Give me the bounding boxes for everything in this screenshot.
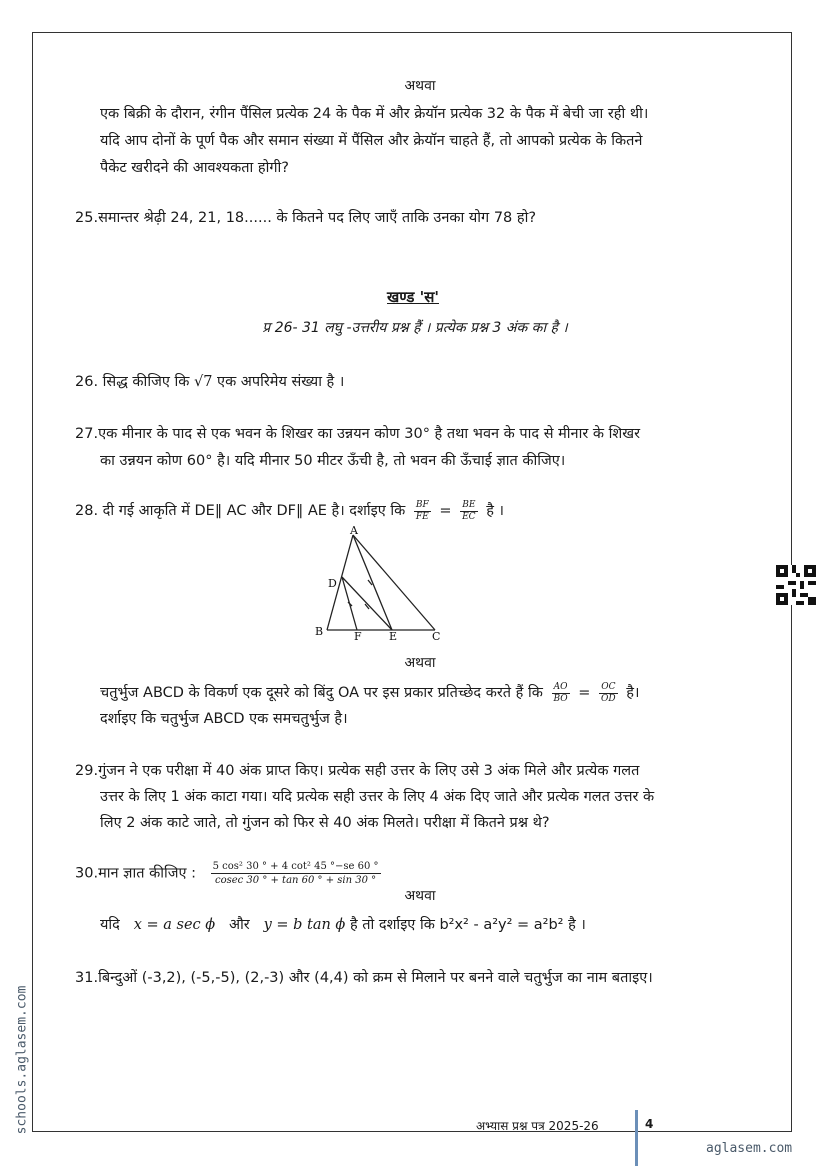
qr-code-icon bbox=[776, 565, 816, 605]
watermark-right: aglasem.com bbox=[706, 1141, 793, 1156]
trig-fraction bbox=[211, 860, 381, 887]
fraction-numerator: 5 cos² 30 ° + 4 cot² 45 °−se 60 ° bbox=[212, 861, 379, 872]
footer-divider bbox=[635, 1110, 638, 1166]
section-title: खण्ड 'स' bbox=[387, 288, 439, 306]
question-number: 30. bbox=[75, 865, 99, 882]
question-31 bbox=[75, 965, 653, 991]
question-29-cont: लिए 2 अंक काटे जाते, तो गुंजन को फिर से 40 अंक मिलते। परीक्षा में कितने प्रश्न थे? bbox=[100, 815, 550, 831]
question-number: 27. bbox=[75, 426, 99, 442]
question-text: समान्तर श्रेढ़ी 24, 21, 18...... के कितने पद लिए जाएँ ताकि उनका योग 78 हो? bbox=[98, 210, 537, 226]
question-29-cont: उत्तर के लिए 1 अंक काटा गया। यदि प्रत्येक सही उत्तर के लिए 4 अंक दिए जाते और प्रत्येक गलत उत्तर के bbox=[100, 789, 655, 805]
fraction-denominator: FE bbox=[415, 511, 429, 522]
q30-or-line bbox=[100, 912, 586, 938]
question-text: है। bbox=[626, 685, 640, 701]
question-number: 28. bbox=[75, 503, 99, 519]
q24-or-line: पैकेट खरीदने की आवश्यकता होगी? bbox=[100, 160, 289, 176]
q28-or-line: दर्शाइए कि चतुर्भुज ABCD एक समचतुर्भुज है। bbox=[100, 711, 348, 727]
question-text: है तो दर्शाइए कि bbox=[349, 917, 435, 933]
question-text: दी गई आकृति में DE‖ AC और DF‖ AE है। दर्शाइए कि bbox=[102, 503, 406, 519]
question-30 bbox=[75, 860, 385, 887]
vertex-label: C bbox=[432, 630, 441, 643]
question-text: एक मीनार के पाद से एक भवन के शिखर का उन्नयन कोण 30° है तथा भवन के पाद से मीनार के शिखर bbox=[98, 426, 641, 442]
triangle-figure bbox=[305, 525, 455, 645]
vertex-label: A bbox=[350, 525, 358, 537]
fraction-numerator: AO bbox=[552, 682, 570, 694]
page-number: 4 bbox=[645, 1117, 654, 1131]
question-number: 29. bbox=[75, 763, 99, 779]
section-subtitle: प्र 26- 31 लघु -उत्तरीय प्रश्न हैं । प्रत्येक प्रश्न 3 अंक का है । bbox=[262, 320, 568, 336]
fraction-ao-bo bbox=[552, 682, 570, 705]
vertex-label: E bbox=[389, 630, 398, 643]
question-text: एक अपरिमेय संख्या है । bbox=[217, 374, 345, 390]
fraction-denominator: BO bbox=[553, 693, 568, 704]
equation-x: x = a sec ϕ bbox=[133, 917, 216, 933]
question-text: मान ज्ञात कीजिए : bbox=[98, 865, 196, 882]
question-text: बिन्दुओं (-3,2), (-5,-5), (2,-3) और (4,4) को क्रम से मिलाने पर बनने वाले चतुर्भुज का नाम बताइए। bbox=[98, 970, 653, 986]
question-text: है । bbox=[486, 503, 504, 519]
q24-or-line: एक बिक्री के दौरान, रंगीन पैंसिल प्रत्येक 24 के पैक में और क्रेयॉन प्रत्येक 32 के पैक में बेची जा रही थी। bbox=[100, 106, 649, 122]
question-number: 25. bbox=[75, 210, 99, 226]
fraction-numerator: BF bbox=[415, 499, 429, 510]
question-28 bbox=[75, 498, 504, 524]
watermark-left bbox=[12, 962, 32, 1158]
equation-result: b²x² - a²y² = a²b² bbox=[439, 917, 564, 933]
equals-sign: = bbox=[439, 503, 452, 519]
athva-label: अथवा bbox=[404, 78, 436, 94]
question-text: गुंजन ने एक परीक्षा में 40 अंक प्राप्त किए। प्रत्येक सही उत्तर के लिए उसे 3 अंक मिले और प्रत्येक गलत bbox=[98, 763, 640, 779]
question-text: और bbox=[228, 917, 250, 933]
fraction-denominator: cosec 30 ° + tan 60 ° + sin 30 ° bbox=[214, 875, 377, 886]
question-text: चतुर्भुज ABCD के विकर्ण एक दूसरे को बिंदु OA पर इस प्रकार प्रतिच्छेद करते हैं कि bbox=[100, 685, 543, 701]
fraction-denominator: EC bbox=[462, 511, 476, 522]
fraction-numerator: BE bbox=[460, 500, 477, 512]
equation-y: y = b tan ϕ bbox=[263, 917, 346, 933]
side-ac bbox=[353, 535, 435, 630]
question-26 bbox=[75, 369, 344, 395]
question-text: यदि bbox=[100, 917, 120, 933]
athva-label: अथवा bbox=[404, 655, 436, 671]
sqrt-seven: √7 bbox=[193, 374, 213, 390]
question-text: सिद्ध कीजिए कि bbox=[102, 374, 190, 390]
question-number: 31. bbox=[75, 970, 99, 986]
fraction-denominator: OD bbox=[601, 693, 616, 704]
question-27 bbox=[75, 421, 640, 447]
watermark-text: schools.aglasem.com bbox=[14, 985, 30, 1135]
question-27-cont: का उन्नयन कोण 60° है। यदि मीनार 50 मीटर ऊँची है, तो भवन की ऊँचाई ज्ञात कीजिए। bbox=[100, 453, 566, 469]
question-text: है । bbox=[568, 917, 586, 933]
question-29 bbox=[75, 758, 639, 784]
vertex-label: F bbox=[354, 630, 362, 643]
equals-sign: = bbox=[578, 685, 591, 701]
fraction-numerator: OC bbox=[599, 682, 618, 694]
footer-title: अभ्यास प्रश्न पत्र 2025-26 bbox=[476, 1119, 599, 1133]
question-25 bbox=[75, 205, 536, 231]
q24-or-line: यदि आप दोनों के पूर्ण पैक और समान संख्या में पैंसिल और क्रेयॉन चाहते हैं, तो आपको प्रत्येक के कितने bbox=[100, 133, 643, 149]
fraction-bf-fe bbox=[414, 500, 431, 523]
vertex-label: B bbox=[315, 625, 324, 638]
question-number: 26. bbox=[75, 374, 99, 390]
fraction-oc-od bbox=[599, 682, 618, 705]
fraction-be-ec bbox=[460, 500, 477, 523]
segment-ae bbox=[353, 535, 392, 630]
athva-label: अथवा bbox=[404, 888, 436, 904]
q28-or-line bbox=[100, 680, 639, 706]
vertex-label: D bbox=[328, 577, 337, 590]
